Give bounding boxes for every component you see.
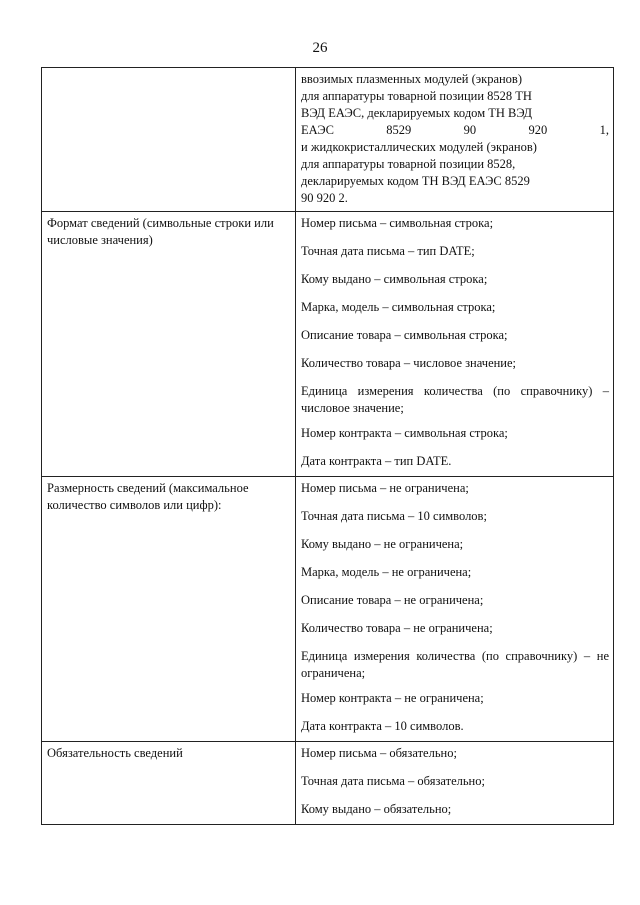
table-row xyxy=(42,212,614,477)
page-number: 26 xyxy=(312,40,328,56)
table-row xyxy=(42,742,614,825)
list-item: Марка, модель – символьная строка; xyxy=(301,300,496,314)
list-item: Номер письма – обязательно; xyxy=(301,746,457,760)
list-item: Кому выдано – не ограничена; xyxy=(301,537,464,551)
format-items-cell xyxy=(296,212,614,477)
list-item: Единица измерения количества (по справочнику) – числовое значение; xyxy=(301,384,609,415)
list-item: Номер письма – символьная строка; xyxy=(301,216,494,230)
table-row xyxy=(42,68,614,212)
list-item: Дата контракта – тип DATE. xyxy=(301,454,452,468)
continuation-cell xyxy=(296,68,614,212)
list-item: Номер контракта – не ограничена; xyxy=(301,691,484,705)
list-item: Кому выдано – символьная строка; xyxy=(301,272,488,286)
continuation-line: ВЭД ЕАЭС, декларируемых кодом ТН ВЭД xyxy=(301,106,533,120)
list-item: Марка, модель – не ограничена; xyxy=(301,565,472,579)
continuation-line: декларируемых кодом ТН ВЭД ЕАЭС 8529 xyxy=(301,174,530,188)
requirements-table xyxy=(41,67,614,825)
row-label-empty xyxy=(42,68,296,212)
continuation-line: для аппаратуры товарной позиции 8528 ТН xyxy=(301,89,532,103)
list-item: Количество товара – числовое значение; xyxy=(301,356,517,370)
list-item: Описание товара – символьная строка; xyxy=(301,328,508,342)
mandatory-items-cell xyxy=(296,742,614,825)
list-item: Точная дата письма – 10 символов; xyxy=(301,509,487,523)
list-item: Описание товара – не ограничена; xyxy=(301,593,484,607)
continuation-line: ЕАЭС 8529 90 920 1, xyxy=(301,123,609,137)
list-item: Единица измерения количества (по справочнику) – не ограничена; xyxy=(301,649,609,680)
continuation-line: 90 920 2. xyxy=(301,191,348,205)
continuation-line: и жидкокристаллических модулей (экранов) xyxy=(301,140,537,154)
list-item: Номер контракта – символьная строка; xyxy=(301,426,508,440)
continuation-line: для аппаратуры товарной позиции 8528, xyxy=(301,157,516,171)
list-item: Количество товара – не ограничена; xyxy=(301,621,493,635)
continuation-line: ввозимых плазменных модулей (экранов) xyxy=(301,72,522,86)
list-item: Точная дата письма – обязательно; xyxy=(301,774,485,788)
list-item: Дата контракта – 10 символов. xyxy=(301,719,464,733)
list-item: Номер письма – не ограничена; xyxy=(301,481,469,495)
row-label-size: Размерность сведений (максимальное количество символов или цифр): xyxy=(42,477,296,742)
row-label-format: Формат сведений (символьные строки или числовые значения) xyxy=(42,212,296,477)
list-item: Кому выдано – обязательно; xyxy=(301,802,452,816)
row-label-mandatory: Обязательность сведений xyxy=(42,742,296,825)
size-items-cell xyxy=(296,477,614,742)
table-row xyxy=(42,477,614,742)
list-item: Точная дата письма – тип DATE; xyxy=(301,244,475,258)
